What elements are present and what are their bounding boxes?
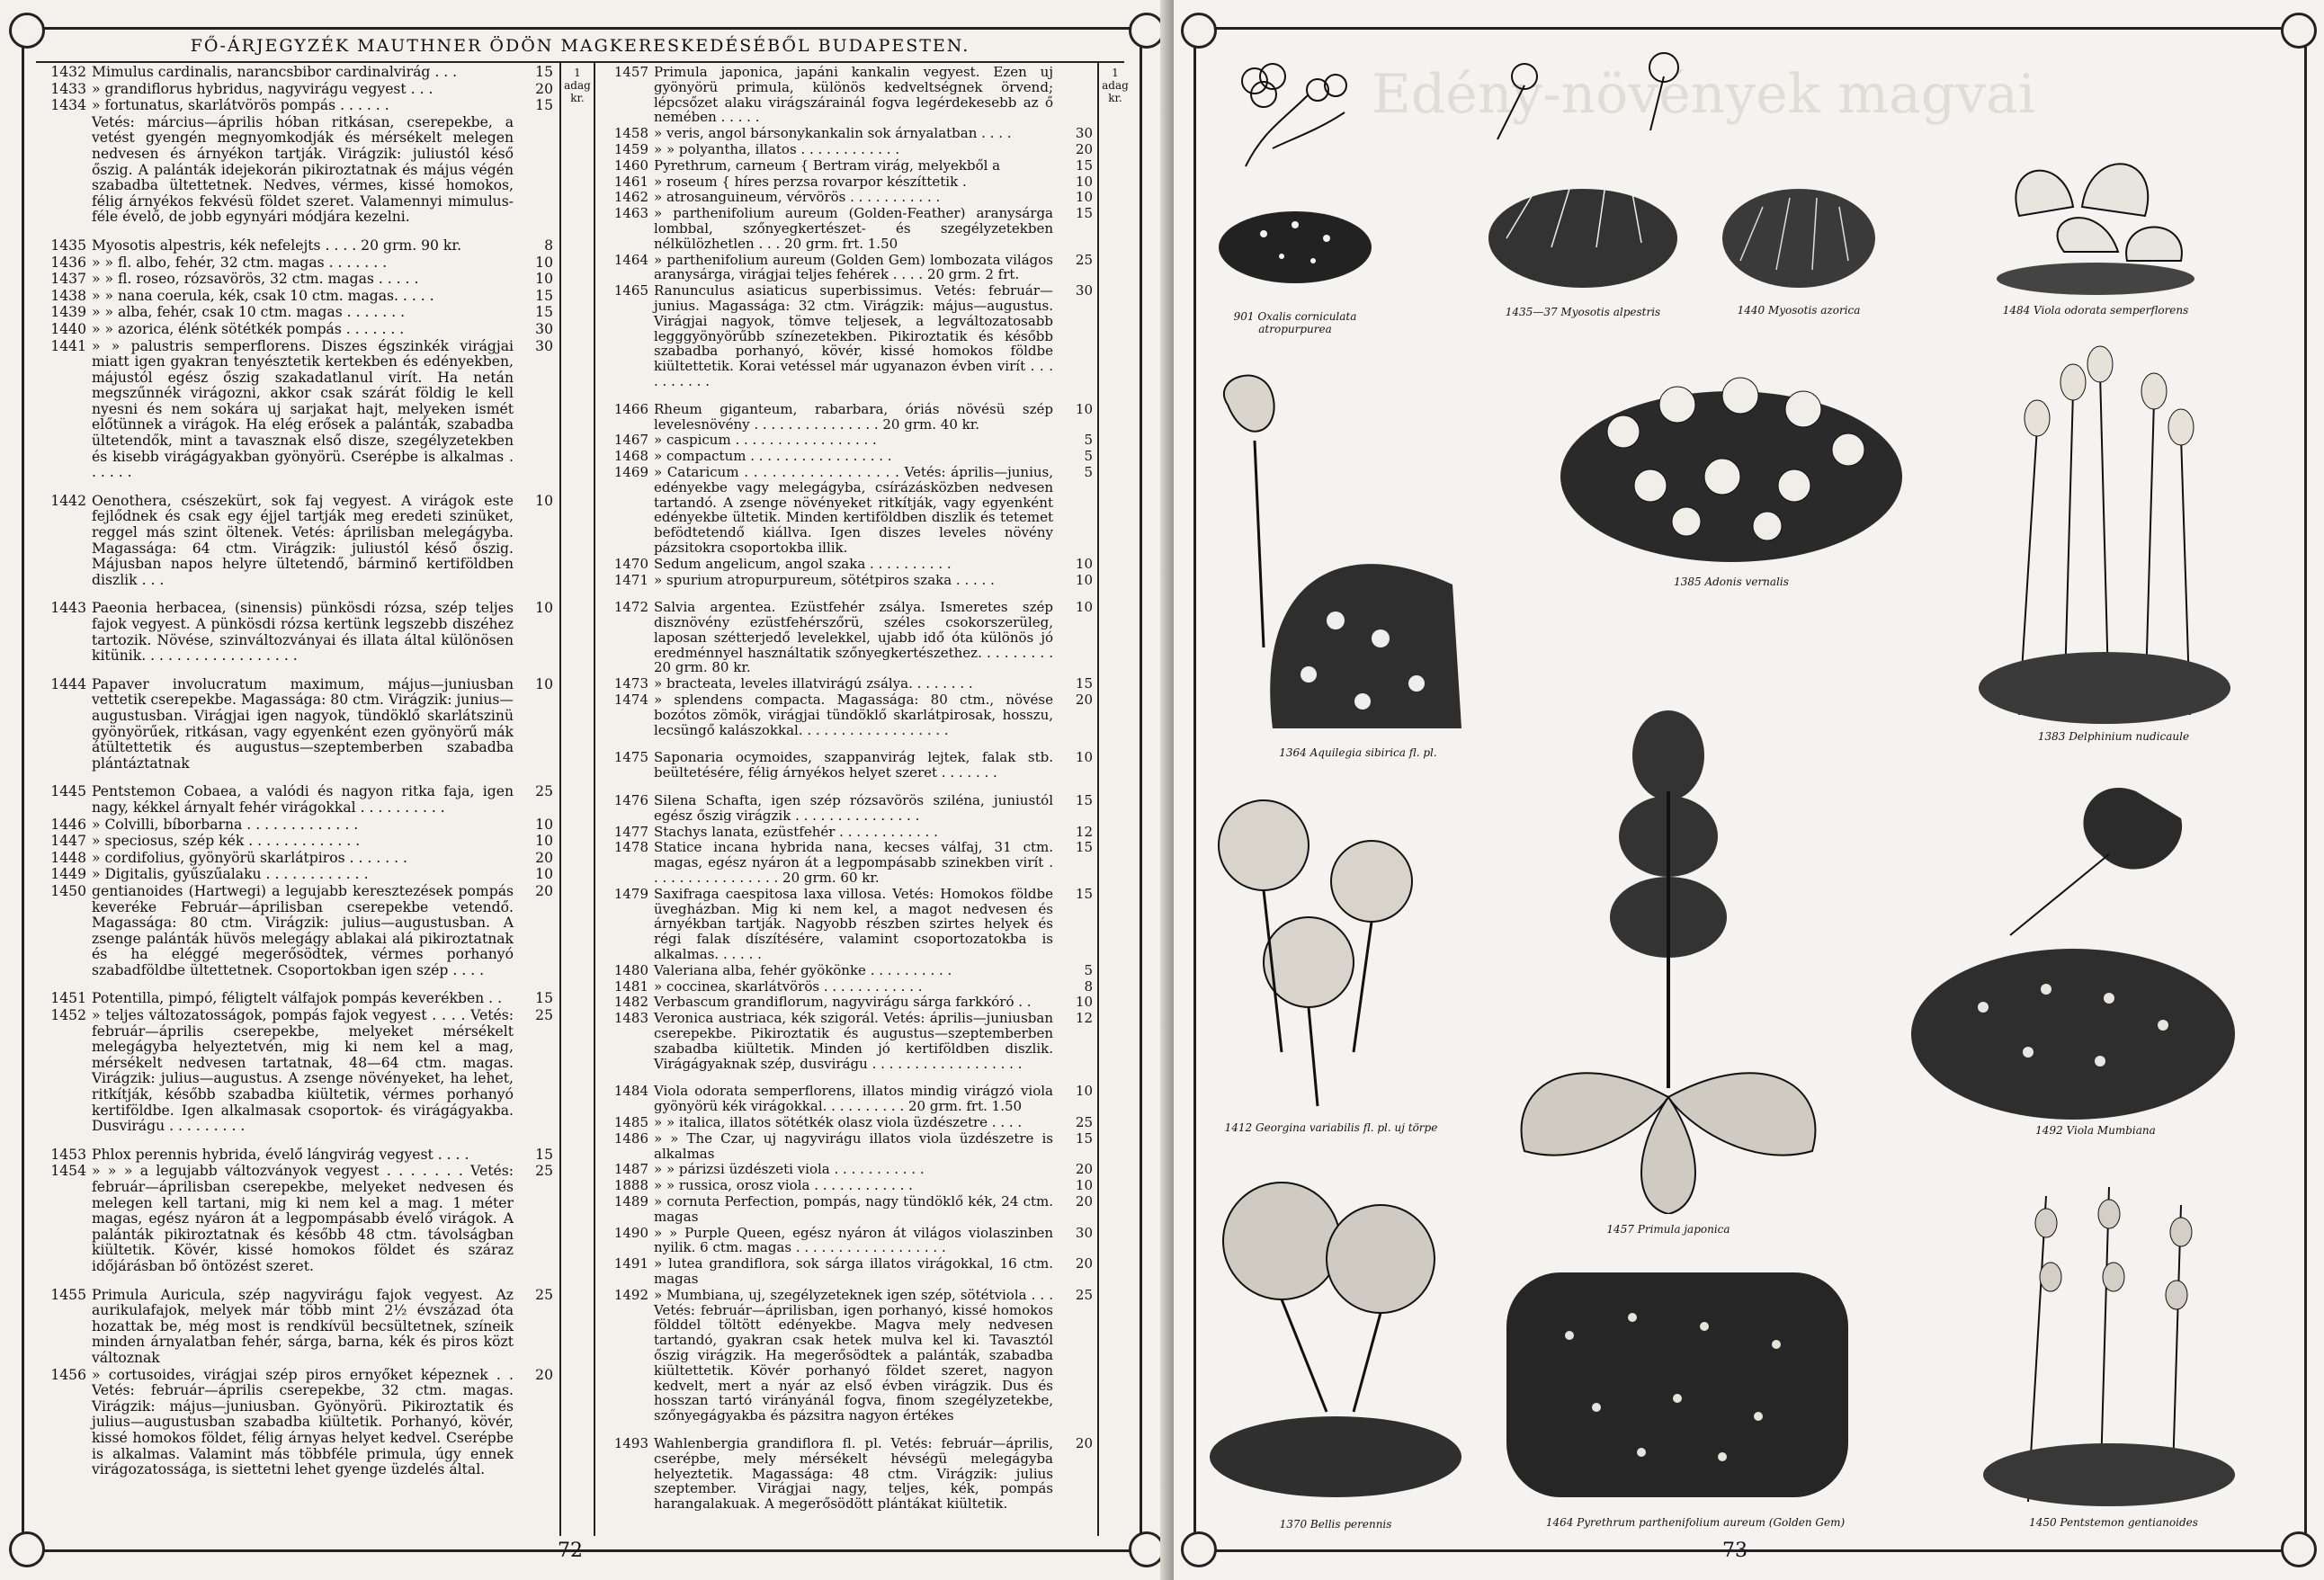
catalog-price: 25 (535, 1007, 553, 1024)
catalog-entry (36, 305, 553, 321)
catalog-price: 15 (535, 287, 553, 304)
catalog-price: 10 (1075, 189, 1093, 206)
catalog-number: 1452 (50, 1007, 86, 1024)
catalog-number: 1461 (613, 173, 648, 190)
catalog-price: 20 (535, 849, 553, 866)
catalog-number: 1468 (613, 448, 648, 465)
catalog-price: 20 (1075, 692, 1093, 709)
catalog-price: 30 (1075, 282, 1093, 299)
catalog-entry (598, 600, 1093, 675)
catalog-entry (36, 851, 553, 867)
catalog-description: Papaver involucratum maximum, május—juniusban vettetik cserepekbe. Magassága: 80 ctm. Virágzik: junius—augustusban. Virágjai igen nagyok, tündöklő skarlátszinü gyönyörűek, ritkásan, vagy egyenként ezen gyönyörű mák átültettetik és augustus—szeptemberben szabadba plántáztatnak (92, 675, 514, 772)
caption: 901 Oxalis corniculata atropurpurea (1233, 310, 1357, 335)
catalog-price: 15 (1075, 839, 1093, 856)
catalog-price: 20 (1075, 1434, 1093, 1451)
catalog-entry (598, 1178, 1093, 1193)
catalog-entry (36, 272, 553, 288)
caption: 1464 Pyrethrum parthenifolium aureum (Golden Gem) (1545, 1516, 1846, 1529)
catalog-entry (598, 142, 1093, 157)
catalog-price: 25 (1075, 1114, 1093, 1130)
myosotis-alpestris-illustration (1470, 40, 1695, 301)
catalog-price: 10 (1075, 1177, 1093, 1194)
catalog-price: 25 (1075, 251, 1093, 268)
catalog-description: » » fl. roseo, rózsavörös, 32 ctm. magas . . . . . (92, 271, 419, 288)
caption: 1385 Adonis vernalis (1674, 576, 1789, 588)
catalog-number: 1460 (613, 156, 648, 174)
catalog-price: 15 (535, 64, 553, 80)
catalog-price: 10 (535, 675, 553, 692)
catalog-price: 25 (535, 1286, 553, 1303)
catalog-entry (36, 289, 553, 305)
catalog-number: 1466 (613, 400, 648, 417)
catalog-entry (36, 115, 553, 226)
catalog-number: 1435 (50, 237, 86, 254)
catalog-price: 12 (1075, 1010, 1093, 1027)
catalog-number: 1489 (613, 1192, 648, 1210)
catalog-entry (598, 433, 1093, 448)
catalog-price: 10 (1075, 400, 1093, 417)
catalog-price: 20 (535, 1366, 553, 1383)
catalog-description: » lutea grandiflora, sok sárga illatos virágokkal, 16 ctm. magas (654, 1255, 1053, 1287)
catalog-number: 1441 (50, 337, 86, 354)
corner-ornament (1181, 1531, 1217, 1567)
corner-ornament (1129, 1531, 1165, 1567)
catalog-price: 20 (535, 882, 553, 899)
catalog-price: 5 (1084, 448, 1093, 465)
catalog-price: 15 (1075, 675, 1093, 692)
catalog-price: 15 (1075, 885, 1093, 902)
catalog-description: » teljes változatosságok, pompás fajok vegyest . . . . Vetés: február—április cserepekbe, melyeket mérsékelt melegágyba helyeztetvén, mig ki nem kel a mag, mérsékelt nedvesen tartatnak, 48—64 ctm. magas. Virágzik: julius—augustus. A zsenge növényeket, ha lehet, ritkítják, később szabadba kiültetik, vérmes porhanyó kertiföldbe. Igen alkalmasak csoportok- és virágágyakba. Dusvirágu . . . . . . . . . (92, 1007, 514, 1135)
catalog-price: 15 (535, 990, 553, 1007)
catalog-price: 8 (544, 237, 553, 254)
catalog-number: 1481 (613, 977, 648, 995)
catalog-description: » Colvilli, bíborbarna . . . . . . . . . . . . . (92, 816, 359, 833)
catalog-price: 12 (1075, 823, 1093, 840)
catalog-column-right (598, 65, 1093, 1513)
catalog-price: 10 (1075, 994, 1093, 1011)
catalog-price: 20 (1075, 1255, 1093, 1272)
catalog-entry (36, 255, 553, 272)
price-column-header: 1 adag kr. (1102, 67, 1129, 104)
catalog-price: 15 (1075, 792, 1093, 809)
catalog-entry (598, 253, 1093, 283)
catalog-number: 1451 (50, 990, 86, 1007)
catalog-description: » bracteata, leveles illatvirágú zsálya. . . . . . . . (654, 675, 973, 692)
catalog-number: 1446 (50, 816, 86, 833)
catalog-price: 30 (535, 320, 553, 337)
catalog-description: Silena Schafta, igen szép rózsavörös szilénа, juniustól egész őszig virágzik . . . . . . . . . . . . . . . (654, 792, 1053, 824)
catalog-number: 1492 (613, 1286, 648, 1303)
catalog-entry (598, 174, 1093, 190)
viola-mumbiana-illustration (1866, 773, 2244, 1133)
catalog-number: 1478 (613, 839, 648, 856)
catalog-number: 1487 (613, 1161, 648, 1178)
catalog-number: 1479 (613, 885, 648, 902)
catalog-price: 20 (1075, 1161, 1093, 1178)
caption: 1370 Bellis perennis (1279, 1518, 1392, 1531)
catalog-entry (598, 1115, 1093, 1130)
catalog-price: 15 (535, 304, 553, 321)
adonis-illustration (1542, 324, 1920, 567)
catalog-description: » » azorica, élénk sötétkék pompás . . . . . . . (92, 320, 405, 337)
column-rule (559, 61, 561, 1536)
catalog-entry (598, 573, 1093, 588)
catalog-description: » spurium atropurpureum, sötétpiros szaka . . . . . (654, 571, 995, 588)
catalog-description: » » russica, orosz viola . . . . . . . . . . . . (654, 1177, 913, 1194)
catalog-entry (36, 494, 553, 589)
catalog-number: 1486 (613, 1129, 648, 1147)
catalog-price: 15 (535, 97, 553, 114)
catalog-description: » parthenifolium aureum (Golden Gem) lombozata világos aranysárga, virágjai teljes fehérek . . . . 20 grm. 2 frt. (654, 251, 1053, 283)
catalog-number: 1458 (613, 125, 648, 142)
caption: 1457 Primula japonica (1606, 1223, 1730, 1236)
catalog-price: 25 (535, 1163, 553, 1180)
catalog-number: 1485 (613, 1114, 648, 1130)
catalog-description: Vetés: március—április hóban ritkásan, cserepekbe, a vetést gyengén megnyomkodják és mérsékelt melegen nedvesen és árnyékon tartják. Virágzik: juliustól késő őszig. A palánták idejekorán pikiroztatnak és május végén szabadba ültettetnek. Nedves, vérmes, kissé homokos, félig árnyékos fekvésü földet szeret. Valamennyi mimulus-féle évelő, de jobb egynyári módjára kezelni. (92, 113, 514, 226)
catalog-price: 15 (1075, 205, 1093, 222)
catalog-price: 10 (1075, 173, 1093, 190)
catalog-number: 1438 (50, 287, 86, 304)
catalog-entry (598, 465, 1093, 556)
georgina-illustration (1201, 782, 1470, 1115)
catalog-number: 1480 (613, 961, 648, 978)
catalog-description: gentianoides (Hartwegi) a legujabb keresztezések pompás keveréke Február—áprilisban cserepekbe vetendő. Magassága: 80 ctm. Virágzik: julius—augustusban. A zsenge palánták hüvös melegágy ablakai alá pikiroztatnak és ha eléggé megerősödtek, vérmes porhanyó szabadföldbe ültettetnek. Csoportokban igen szép . . . . (92, 882, 514, 978)
delphinium-illustration (1965, 319, 2244, 724)
catalog-description: » cortusoides, virágjai szép piros ernyőket képeznek . . Vetés: február—április cserepekbe, 32 ctm. magas. Virágzik: május—juniusban. Gyönyörü. Pikiroztatik és julius—augustusban szabadba kiültetik. Porhanyó, kövér, kissé homokos földet, félig árnyas helyet kedvel. Cserépbe is alkalmas. Valamint más többféle primula, úgy ennek virágozatossága, is siettetni lehet gyenge üzdelés által. (92, 1366, 514, 1478)
catalog-entry (36, 1368, 553, 1478)
catalog-entry (36, 1147, 553, 1164)
catalog-number: 1474 (613, 692, 648, 709)
catalog-number: 1475 (613, 749, 648, 766)
catalog-number: 1457 (613, 64, 648, 80)
catalog-entry (36, 82, 553, 98)
catalog-number: 1491 (613, 1255, 648, 1272)
primula-japonica-illustration (1497, 701, 1839, 1214)
catalog-description: Potentilla, pimpó, féligtelt válfajok pompás keverékben . . (92, 990, 503, 1007)
catalog-entry (36, 677, 553, 772)
catalog-description: » » » a legujabb változványok vegyest . . . . . . . Vetés: február—áprilisban cserepekbe, melyeket nedvesen és melegen kell tartani, mig ki nem kel a mag. 1 méter magas, egész nyáron át a legpompásabb évelő virágok. A palánták pikiroztatnak és később 48 ctm. távolságban kiültetik. Kövér, kissé homokos földet és száraz időjárásban bő öntözést szeret. (92, 1163, 514, 1274)
catalog-description: Statice incana hybrida nana, kecses válfaj, 31 ctm. magas, egész nyáron át a legpompásabb szinekben virít . . . . . . . . . . . . . . . . 20 grm. 60 kr. (654, 839, 1053, 887)
catalog-description: Verbascum grandiflorum, nagyvirágu sárga farkkóró . . (654, 994, 1032, 1011)
catalog-price: 10 (1075, 555, 1093, 572)
catalog-number: 1462 (613, 189, 648, 206)
catalog-description: » cordifolius, gyönyörü skarlátpiros . . . . . . . (92, 849, 407, 866)
catalog-description: » Cataricum . . . . . . . . . . . . . . . . . Vetés: április—junius, edényekbe vagy melegágyba, csírázásközben nedvesen tartandó. A zsenge növényeket ritkítják, vagy egyenként edényekbe ültetik. Minden kertiföldben diszlik és tetemet befödtetendő kiállva. Igen diszes leveles növény pázsitokra csoportokba illik. (654, 463, 1053, 556)
viola-odorata-illustration (1983, 108, 2208, 297)
catalog-description: » roseum { híres perzsa rovarpor készíttetik . (654, 173, 967, 190)
catalog-number: 1888 (613, 1177, 648, 1194)
catalog-price: 20 (1075, 140, 1093, 157)
catalog-price: 10 (535, 271, 553, 288)
catalog-number: 1456 (50, 1366, 86, 1383)
catalog-number: 1469 (613, 463, 648, 480)
catalog-number: 1444 (50, 675, 86, 692)
price-column-header: 1 adag kr. (564, 67, 591, 104)
caption: 1440 Myosotis azorica (1737, 304, 1861, 317)
catalog-entry (598, 676, 1093, 692)
catalog-description: » » fl. albo, fehér, 32 ctm. magas . . . . . . . (92, 254, 388, 271)
catalog-description: » » alba, fehér, csak 10 ctm. magas . . . . . . . (92, 304, 406, 321)
caption: 1364 Aquilegia sibirica fl. pl. (1279, 746, 1437, 759)
catalog-description: Wahlenbergia grandiflora fl. pl. Vetés: február—április, cserépbe, mely mérsékelt hévségü melegágyba helyeztetik. Magassága: 48 ctm. Virágzik: julius szeptember. Virágjai nagy, teljes, kék, pompás harangalakuak. A megerősödött plántákat kiültetik. (654, 1434, 1053, 1513)
catalog-entry (36, 322, 553, 338)
catalog-number: 1465 (613, 282, 648, 299)
catalog-number: 1484 (613, 1083, 648, 1100)
catalog-entry (36, 98, 553, 114)
corner-ornament (1129, 13, 1165, 49)
catalog-entry (36, 867, 553, 883)
corner-ornament (2281, 13, 2317, 49)
caption: 1435—37 Myosotis alpestris (1505, 306, 1661, 318)
catalog-number: 1455 (50, 1286, 86, 1303)
catalog-entry (36, 1008, 553, 1135)
catalog-description: Phlox perennis hybrida, évelő lángvirág vegyest . . . . (92, 1146, 469, 1163)
catalog-price: 30 (1075, 125, 1093, 142)
catalog-description: Pentstemon Cobaea, a valódi és nagyon ritka faja, igen nagy, kékkel árnyalt fehér virágokkal . . . . . . . . . . (92, 783, 514, 816)
catalog-description: Veronica austriaca, kék szigorál. Vetés: április—juniusban cserepekbe. Pikiroztatik és augustus—szeptemberben szabadba kiültetik. Minden jó kertiföldben diszlik. Virágágyaknak szép, dusvirágu . . . . . . . . . . . . . . . . . . (654, 1010, 1053, 1072)
caption: 1412 Georgina variabilis fl. pl. uj törpe (1224, 1121, 1438, 1134)
catalog-entry (36, 884, 553, 979)
catalog-price: 10 (1075, 1083, 1093, 1100)
catalog-description: Paeonia herbacea, (sinensis) pünkösdi rózsa, szép teljes fajok vegyest. A pünkösdi rózsa kertünk legszebb diszéhez tartozik. Növése, szinváltozványai és illata által különösen kitünik. . . . . . . . . . . . . . . . . . (92, 600, 514, 665)
catalog-number: 1448 (50, 849, 86, 866)
catalog-entry (598, 995, 1093, 1010)
catalog-entry (36, 991, 553, 1007)
caption: 1492 Viola Mumbiana (2035, 1124, 2156, 1137)
catalog-description: Ranunculus asiaticus superbissimus. Vetés: február—junius. Magassága: 32 ctm. Virágzik: május—augustus. Virágjai nagyok, tömve teljesek, a legváltozatosabb legggyönyörűbb színezetekben. Pikiroztatik és később szabadba porhanyó, kövér, kissé homokos földbe kiültettetik. Korai vetéssel már ugyanazon évben virít . . . . . . . . . . (654, 282, 1053, 389)
catalog-description: Salvia argentea. Ezüstfehér zsálya. Ismeretes szép disznövény ezüstfehérszőrü, széles csokorszerüleg, laposan szétterjedő levelekkel, ujabb idő óta különös jó eredménnyel használtatik szőnyegkertészethez. . . . . . . . . 20 grm. 80 kr. (654, 599, 1053, 676)
catalog-entry (598, 1194, 1093, 1225)
catalog-entry (598, 190, 1093, 205)
oxalis-illustration (1210, 40, 1381, 301)
catalog-entry (598, 449, 1093, 464)
caption: 1450 Pentstemon gentianoides (2029, 1516, 2198, 1529)
catalog-entry (36, 339, 553, 481)
header-rule (36, 61, 1124, 63)
caption: 1383 Delphinium nudicaule (2037, 730, 2190, 743)
catalog-description: » » The Czar, uj nagyvirágu illatos viola üzdészetre is alkalmas (654, 1129, 1053, 1162)
catalog-description: Sedum angelicum, angol szaka . . . . . . . . . . (654, 555, 952, 572)
catalog-number: 1490 (613, 1224, 648, 1241)
page-number: 73 (1722, 1540, 1747, 1562)
catalog-price: 30 (1075, 1224, 1093, 1241)
catalog-description: Mimulus cardinalis, narancsbibor cardinalvirág . . . (92, 64, 458, 80)
catalog-number: 1453 (50, 1146, 86, 1163)
catalog-description: » veris, angol bársonykankalin sok árnyalatban . . . . (654, 125, 1012, 142)
catalog-description: Viola odorata semperflorens, illatos mindig virágzó viola gyönyörü kék virágokkal. . . . . . . . . . 20 grm. frt. 1.50 (654, 1083, 1053, 1115)
catalog-price: 15 (1075, 1129, 1093, 1147)
catalog-entry (36, 817, 553, 834)
catalog-entry (598, 557, 1093, 572)
catalog-price: 15 (1075, 156, 1093, 174)
catalog-description: Saxifraga caespitosa laxa villosa. Vetés: Homokos földbe üvegházban. Mig ki nem kel, a magot nedvesen és árnyékban tartják. Nagyobb részben szirtes helyek és régi falak díszítésére, valamint csoportozatokba is alkalmas. . . . . . (654, 885, 1053, 963)
catalog-entry (598, 887, 1093, 962)
catalog-entry (598, 206, 1093, 251)
catalog-entry (36, 1288, 553, 1367)
catalog-description: Stachys lanata, ezüstfehér . . . . . . . . . . . . (654, 823, 938, 840)
bellis-illustration (1201, 1160, 1470, 1511)
catalog-price: 5 (1084, 961, 1093, 978)
catalog-entry (36, 601, 553, 664)
catalog-number: 1450 (50, 882, 86, 899)
catalog-number: 1477 (613, 823, 648, 840)
catalog-entry (598, 692, 1093, 737)
corner-ornament (9, 1531, 45, 1567)
catalog-price: 20 (535, 80, 553, 97)
catalog-number: 1459 (613, 140, 648, 157)
pyrethrum-illustration (1497, 1263, 1857, 1506)
catalog-description: Primula japonica, japáni kankalin vegyest. Ezen uj gyönyörü primula, különös kedveltségnek örvend; lépcsőzet alaku virágszárainál fogva legérdekesebb az ő nemében . . . . . (654, 64, 1053, 126)
catalog-price: 10 (1075, 749, 1093, 766)
catalog-entry (598, 126, 1093, 141)
catalog-description: Pyrethrum, carneum { Bertram virág, melyekből a (654, 156, 1001, 174)
catalog-column-left (36, 65, 553, 1479)
aquilegia-illustration (1201, 351, 1470, 737)
catalog-description: Valeriana alba, fehér gyökönke . . . . . . . . . . (654, 961, 952, 978)
catalog-description: Rheum giganteum, rabarbara, óriás növésü szép levelesnövény . . . . . . . . . . . . . . . 20 grm. 40 kr. (654, 400, 1053, 433)
catalog-number: 1493 (613, 1434, 648, 1451)
catalog-description: » coccinea, skarlátvörös . . . . . . . . . . . . (654, 977, 923, 995)
catalog-entry (598, 65, 1093, 125)
catalog-description: » splendens compacta. Magassága: 80 ctm., növése bozótos zömök, virágjai tündöklő skarlátpirosak, hosszu, lecsüngő kalászokkal. . . . . . . . . . . . . . . . . . (654, 692, 1053, 738)
catalog-number: 1434 (50, 97, 86, 114)
catalog-description: » cornuta Perfection, pompás, nagy tündöklő kék, 24 ctm. magas (654, 1192, 1053, 1225)
catalog-entry (36, 238, 553, 254)
catalog-description: Myosotis alpestris, kék nefelejts . . . . 20 grm. 90 kr. (92, 237, 462, 254)
catalog-entry (36, 834, 553, 850)
catalog-description: » » palustris semperflorens. Diszes égszinkék virágjai miatt igen gyakran tenyésztetik kertekben és edényekben, májustól egész őszig szakadatlanul virít. Ha netán megszűnnék virágozni, akkor csak szárát földig le kell nyesni és nem sokára uj sarjakat hajt, melyeken ismét előtünnek a virágok. Ha elég erősek a palánták, szabadba ültetendők, mint a tavasznak első disze, szegélyzetekben és kisebb virágágyakban gyönyörü. Cserépbe is alkalmas . . . . . . (92, 337, 514, 481)
catalog-price: 5 (1084, 463, 1093, 480)
catalog-description: » grandiflorus hybridus, nagyvirágu vegyest . . . (92, 80, 434, 97)
catalog-price: 10 (535, 600, 553, 617)
catalog-number: 1440 (50, 320, 86, 337)
catalog-entry (598, 1162, 1093, 1177)
page-header: FŐ-ÁRJEGYZÉK MAUTHNER ÖDÖN MAGKERESKEDÉSÉBŐL BUDAPESTEN. (190, 36, 970, 56)
catalog-description: » fortunatus, skarlátvörös pompás . . . . . . (92, 97, 389, 114)
catalog-entry (36, 65, 553, 81)
catalog-price: 10 (535, 492, 553, 509)
catalog-number: 1445 (50, 783, 86, 800)
catalog-entry (598, 979, 1093, 995)
catalog-entry (598, 825, 1093, 840)
catalog-price: 10 (535, 866, 553, 883)
catalog-entry (36, 1164, 553, 1274)
catalog-number: 1472 (613, 599, 648, 616)
catalog-description: » parthenifolium aureum (Golden-Feather) aranysárga lombbal, szőnyegkertészet- és szegélyzetekben nélkülözhetlen . . . 20 grm. frt. 1.50 (654, 205, 1053, 252)
catalog-description: » » polyantha, illatos . . . . . . . . . . . . (654, 140, 900, 157)
catalog-entry (598, 1084, 1093, 1114)
catalog-number: 1439 (50, 304, 86, 321)
catalog-entry (598, 750, 1093, 781)
catalog-number: 1442 (50, 492, 86, 509)
catalog-description: » atrosanguineum, vérvörös . . . . . . . . . . . (654, 189, 941, 206)
catalog-number: 1437 (50, 271, 86, 288)
catalog-number: 1471 (613, 571, 648, 588)
catalog-price: 25 (535, 783, 553, 800)
catalog-number: 1463 (613, 205, 648, 222)
catalog-number: 1447 (50, 833, 86, 850)
catalog-number: 1473 (613, 675, 648, 692)
catalog-number (36, 115, 92, 226)
catalog-description: » caspicum . . . . . . . . . . . . . . . . . (654, 432, 877, 449)
caption: 1484 Viola odorata semperflorens (2002, 304, 2189, 317)
catalog-number: 1436 (50, 254, 86, 271)
catalog-entry (598, 158, 1093, 174)
catalog-entry (598, 402, 1093, 433)
corner-ornament (2281, 1531, 2317, 1567)
catalog-number: 1467 (613, 432, 648, 449)
catalog-entry (598, 1226, 1093, 1256)
catalog-price: 10 (535, 816, 553, 833)
catalog-description: » speciosus, szép kék . . . . . . . . . . . . . (92, 833, 361, 850)
catalog-number: 1449 (50, 866, 86, 883)
catalog-price (514, 115, 553, 226)
catalog-number: 1432 (50, 64, 86, 80)
catalog-number: 1443 (50, 600, 86, 617)
catalog-price: 10 (1075, 571, 1093, 588)
catalog-entry (598, 1256, 1093, 1287)
myosotis-azorica-illustration (1713, 135, 1884, 297)
catalog-entry (598, 840, 1093, 885)
catalog-description: » » nana coerula, kék, csak 10 ctm. magas. . . . . (92, 287, 434, 304)
catalog-number: 1470 (613, 555, 648, 572)
catalog-entry (598, 793, 1093, 824)
catalog-description: Saponaria ocymoides, szappanvirág lejtek, falak stb. beültetésére, félig árnyékos helyet szeret . . . . . . . (654, 749, 1053, 781)
catalog-price: 5 (1084, 432, 1093, 449)
catalog-number: 1454 (50, 1163, 86, 1180)
catalog-price (1053, 65, 1093, 125)
catalog-description: » compactum . . . . . . . . . . . . . . . . . (654, 448, 892, 465)
catalog-price: 25 (1075, 1286, 1093, 1303)
catalog-description: Oenothera, csészekürt, sok faj vegyest. A virágok este fejlődnek és csak egy éjjel tartják meg eredeti szinüket, reggel más szint öltenek. Vetés: áprilisban melegágyba. Magassága: 64 ctm. Virágzik: juliustól késő őszig. Májusban napos helyre ültetendő, bárminő kertiföldben diszlik . . . (92, 492, 514, 588)
catalog-price: 10 (1075, 599, 1093, 616)
catalog-price: 30 (535, 337, 553, 354)
catalog-price: 10 (535, 254, 553, 271)
catalog-description: » » Purple Queen, egész nyáron át világos violaszinben nyilik. 6 ctm. magas . . . . . . . . . . . . . . . . . . (654, 1224, 1053, 1256)
pentstemon-illustration (1965, 1169, 2262, 1511)
catalog-number: 1482 (613, 994, 648, 1011)
catalog-entry (598, 1131, 1093, 1162)
catalog-price: 15 (535, 1146, 553, 1163)
catalog-price: 8 (1084, 977, 1093, 995)
right-page (1174, 0, 2324, 1580)
catalog-price: 20 (1075, 1192, 1093, 1210)
catalog-number: 1433 (50, 80, 86, 97)
catalog-description: Primula Auricula, szép nagyvirágu fajok vegyest. Az aurikulafajok, melyek már több mint 2½ évszázad óta hozattak be, még most is rendkívül becsültetnek, színeik minden árnyalatban fehér, sárga, barna, kék és piros közt változnak (92, 1286, 514, 1366)
column-rule (594, 61, 595, 1536)
catalog-entry (598, 283, 1093, 389)
column-rule (1097, 61, 1099, 1536)
catalog-number: 1464 (613, 251, 648, 268)
catalog-entry (598, 1011, 1093, 1071)
catalog-entry (598, 963, 1093, 978)
catalog-number: 1476 (613, 792, 648, 809)
catalog-entry (598, 1436, 1093, 1512)
catalog-description: » Mumbiana, uj, szegélyzeteknek igen szép, sötétviola . . . Vetés: február—áprilisban, igen porhanyó, kissé homokos földdel töltött edényekbe. Magva mely nedvesen tartandó, gyakran csak hetek mulva kel ki. Tavasztól őszig virágzik. Ha megerősödtek a palánták, szabadba kiültettetik. Kövér porhanyó földet szeret, nagyon kedvelt, mert a nyár az első évben virágzik. Dus és hosszan tartó virányánál fogva, finom szegélyzetekbe, szőnyegágyakba és pázsitra nagyon értékes (654, 1286, 1053, 1424)
page-number: 72 (558, 1540, 583, 1562)
catalog-price: 10 (535, 833, 553, 850)
catalog-entry (36, 784, 553, 816)
catalog-description: » Digitalis, gyűszűalaku . . . . . . . . . . . . (92, 866, 369, 883)
bleed-through-heading: Edény-növények magvai (1372, 63, 2036, 126)
catalog-entry (598, 1288, 1093, 1424)
catalog-number: 1483 (613, 1010, 648, 1027)
catalog-description: » » párizsi üzdészeti viola . . . . . . . . . . . (654, 1161, 925, 1178)
catalog-description: » » italica, illatos sötétkék olasz viola üzdészetre . . . . (654, 1114, 1023, 1130)
